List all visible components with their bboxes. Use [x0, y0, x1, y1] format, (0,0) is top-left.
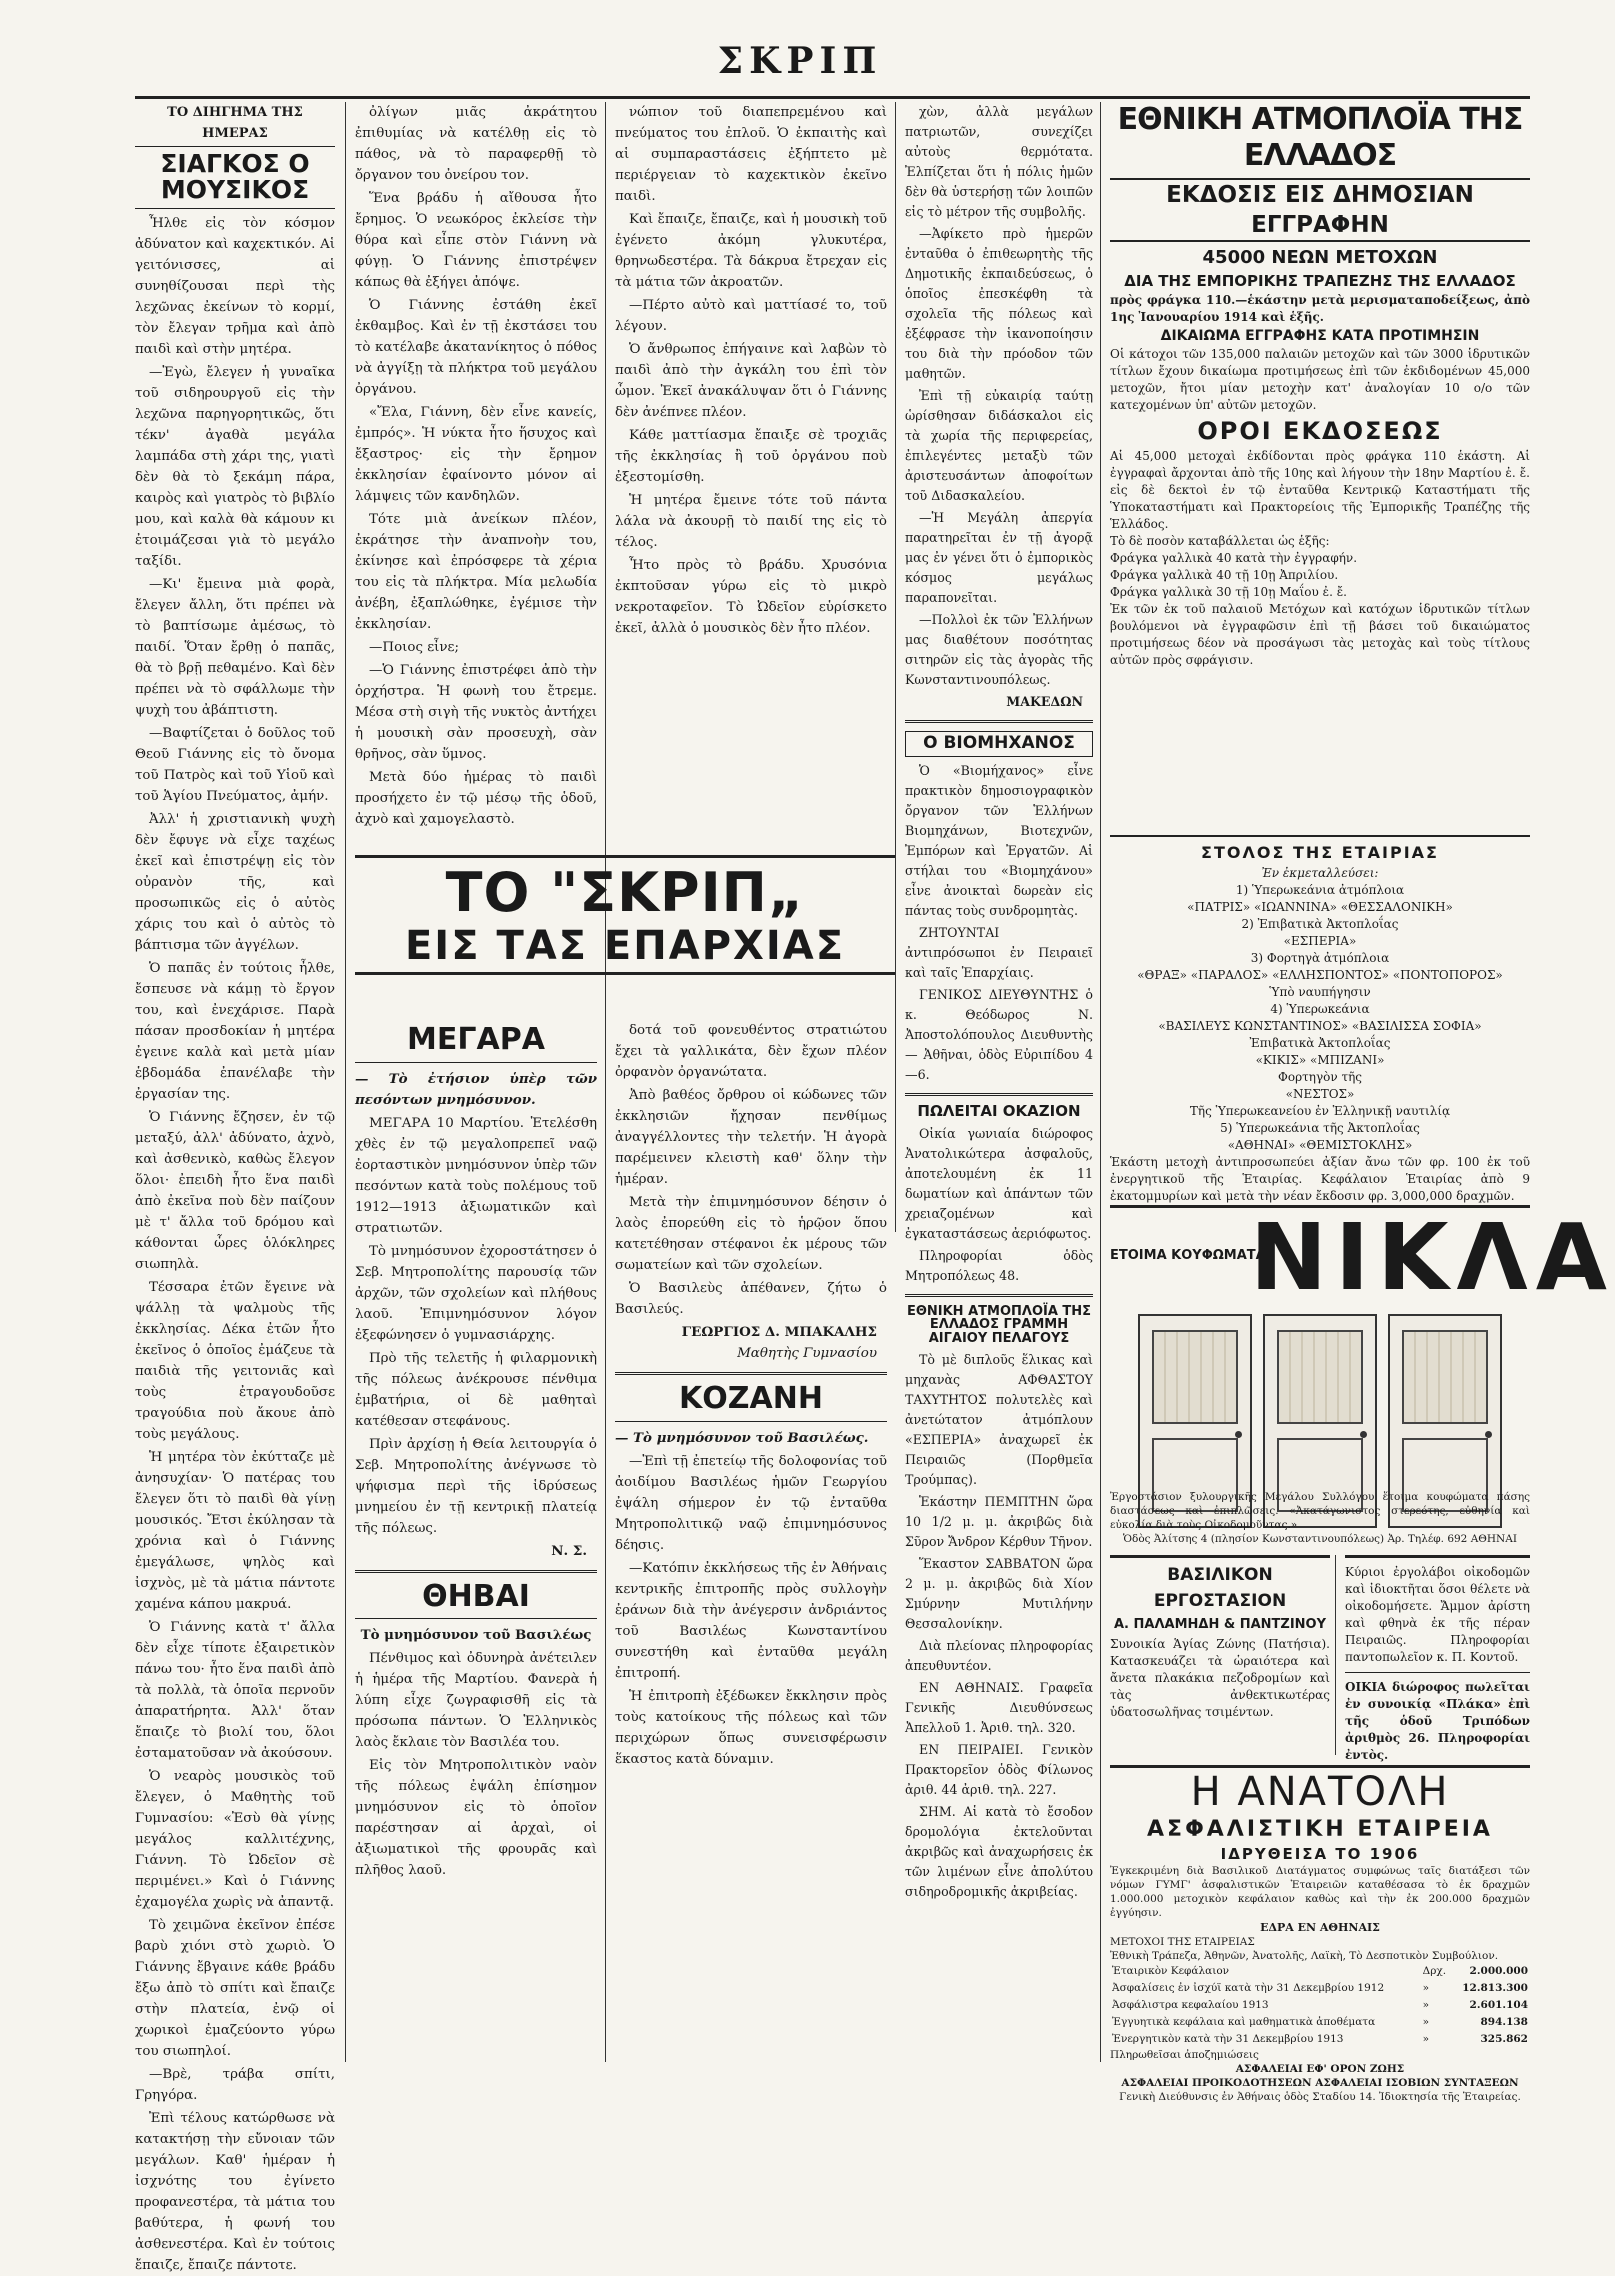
atmoploia-price: πρὸς φράγκα 110.—ἑκάστην μετὰ μερισματαποδείξεως, ἀπὸ 1ης Ἰανουαρίου 1914 καὶ ἑξῆς.: [1110, 293, 1530, 324]
ad-paragraph: ΕΝ ΑΘΗΝΑΙΣ. Γραφεῖα Γενικῆς Διευθύνσεως Ἀπελλοῦ 1. Ἀριθ. τηλ. 320.: [905, 1679, 1093, 1735]
table-cell-label: Ἀσφάλιστρα κεφαλαίου 1913: [1112, 1999, 1269, 2011]
provinces-banner: [355, 855, 895, 975]
story-paragraph: Τότε μιὰ ἀνείκων πλέον, ἐκράτησε τὴν ἀναπνοὴν του, ἐκίνησε καὶ ἐπρόσφερε τὰ χέρια του εἰς τὰ πλήκτρα. Μία μελωδία ἀνέβη, ἐξαπλώθηκε, ἐγέμισε τὴν ἐκκλησίαν.: [355, 512, 597, 632]
divider: [1110, 835, 1530, 837]
doors-small-title: ΕΤΟΙΜΑ ΚΟΥΦΩΜΑΤΑ: [1110, 1248, 1266, 1263]
story-body: [135, 213, 335, 2276]
story-paragraph: «Ἔλα, Γιάννη, δὲν εἶνε κανείς, ἐμπρός». Ἡ νύκτα ἦτο ἥσυχος καὶ ἔξαστρος· εἰς τὴν ἔρημον ἐκκλησίαν ἐφαίνοντο μόνον αἱ λάμψεις τῶν κανδηλῶν.: [355, 405, 597, 504]
story-headline: ΣΙΑΓΚΟΣ Ο ΜΟΥΣΙΚΟΣ: [135, 151, 335, 209]
factory-names: Α. ΠΑΛΑΜΗΔΗ & ΠΑΝΤΖΙΝΟΥ: [1113, 1617, 1327, 1632]
divider: [355, 1618, 597, 1619]
megara-body: [355, 1113, 597, 1539]
story-ending: [615, 102, 887, 847]
story-column: [135, 102, 335, 2273]
kozani-title: ΚΟΖΑΝΗ: [679, 1381, 823, 1416]
fleet-line: «ΒΑΣΙΛΕΥΣ ΚΩΝΣΤΑΝΤΙΝΟΣ» «ΒΑΣΙΛΙΣΣΑ ΣΟΦΙΑ»: [1158, 1019, 1482, 1033]
factory-title: ΒΑΣΙΛΙΚΟΝ ΕΡΓΟΣΤΑΣΙΟΝ: [1153, 1565, 1287, 1611]
news-paragraph: —Πολλοὶ ἐκ τῶν Ἐλλήνων μας διαθέτουν ποσότητας σιτηρῶν εἰς τὰς ἀγορὰς τῆς Κωνσταντινουπόλεως.: [905, 612, 1093, 687]
table-row: [1110, 1997, 1530, 2014]
atmoploia-title: ΕΘΝΙΚΗ ΑΤΜΟΠΛΟΪΑ ΤΗΣ ΕΛΛΑΔΟΣ: [1117, 102, 1523, 173]
story-paragraph: —Βαφτίζεται ὁ δοῦλος τοῦ Θεοῦ Γιάννης εἰς τὸ ὄνομα τοῦ Πατρὸς καὶ τοῦ Υἱοῦ καὶ τοῦ Ἁγίου Πνεύματος, ἀμήν.: [135, 725, 335, 804]
story-kicker: ΤΟ ΔΙΗΓΗΜΑ ΤΗΣ ΗΜΕΡΑΣ: [135, 102, 335, 147]
fleet-footer: Ἑκάστη μετοχὴ ἀντιπροσωπεύει ἀξίαν ἄνω τῶν φρ. 100 ἐκ τοῦ ἐνεργητικοῦ τῆς Ἑταιρίας. Κεφάλαιον Ἑταιρίας ἀπὸ 9 ἐκατομμυρίων καὶ μετὰ τὴν νέαν ἔκδοσιν φρ. 3,000,000 δραχμῶν.: [1110, 1155, 1530, 1203]
news-paragraph: δοτά τοῦ φονευθέντος στρατιώτου ἔχει τὰ γαλλικάτα, δὲν ἔχων πλέον ὀρφανὸν ὀργανώτατα.: [615, 1023, 887, 1080]
ad-paragraph: ΖΗΤΟΥΝΤΑΙ ἀντιπρόσωποι ἐν Πειραιεῖ καὶ ταῖς Ἐπαρχίαις.: [905, 924, 1093, 980]
fleet-line: «ΠΑΤΡΙΣ» «ΙΩΑΝΝΙΝΑ» «ΘΕΣΣΑΛΟΝΙΚΗ»: [1187, 900, 1453, 914]
table-row: [1110, 2031, 1530, 2048]
story-paragraph: Ἡ μητέρα τὸν ἐκύτταζε μὲ ἀνησυχίαν· Ὁ πατέρας του ἔλεγεν ὅτι τὸ παιδὶ θὰ γίνῃ μουσικός. Ἔτσι ἐκύλησαν τὰ χρόνια καὶ ὁ Γιάννης ἐμεγάλωσε, ψηλὸς καὶ ἰσχνὸς, μὲ τὰ μάτια πάντοτε χαμένα κάπου μακρυά.: [135, 1449, 335, 1612]
news-paragraph: ΜΕΓΑΡΑ 10 Μαρτίου. Ἐτελέσθη χθὲς ἐν τῷ μεγαλοπρεπεῖ ναῷ ἐορταστικὸν μνημόσυνον ὑπὲρ τῶν πεσόντων κατὰ τοὺς πολέμους τοῦ 1912—1913 ἀξιωματικῶν καὶ στρατιωτῶν.: [355, 1115, 597, 1236]
provinces-continued: [615, 1020, 887, 2060]
ad-paragraph: Τὸ μὲ διπλοῦς ἕλικας καὶ μηχανὰς ΑΦΘΑΣΤΟΥ ΤΑΧΥΤΗΤΟΣ πολυτελὲς καὶ ἀνετώτατον ἀτμόπλουν «ΕΣΠΕΡΙΑ» ἀναχωρεῖ ἐκ Πειραιῶς (Πορθμεῖα Τρούμπας).: [905, 1351, 1093, 1487]
ad-paragraph: ΣΗΜ. Αἱ κατὰ τὸ ἔσοδον δρομολόγια ἐκτελοῦνται ἀκριβῶς καὶ ἀναχωρήσεις ἐκ τῶν λιμένων εἶνε ἀπολύτου σιδηροδρομικῆς ἀκριβείας.: [905, 1803, 1093, 1899]
thebes-title: ΘΗΒΑΙ: [422, 1578, 530, 1614]
table-cell-unit: »: [1422, 2016, 1430, 2028]
kozani-body: [615, 1451, 887, 1770]
column-rule: [895, 102, 896, 1232]
fleet-line: «ΕΣΠΕΡΙΑ»: [1283, 934, 1357, 948]
divider: [615, 1372, 887, 1375]
fleet-line: Ἐπιβατικὰ Ἀκτοπλοΐας: [1249, 1036, 1391, 1050]
story-paragraph: Ἦτο πρὸς τὸ βράδυ. Χρυσόνια ἐκπτοῦσαν γύρω εἰς τὸ μικρὸ νεκροταφεῖον. Τὸ Ὠδεῖον εὑρίσκετο ἐκεῖ, ἀλλὰ ὁ μουσικὸς δὲν ἦτο πλέον.: [615, 558, 887, 636]
table-row: [1110, 1963, 1530, 1980]
article-signature-sub: Μαθητὴς Γυμνασίου: [737, 1346, 877, 1361]
atmoploia-ad: [1110, 102, 1530, 827]
divider: [355, 1062, 597, 1063]
biomichanos-title: Ο ΒΙΟΜΗΧΑΝΟΣ: [905, 731, 1093, 757]
kozani-subtitle: — Τὸ μνημόσυνον τοῦ Βασιλέως.: [615, 1429, 869, 1446]
rights-text: Οἱ κάτοχοι τῶν 135,000 παλαιῶν μετοχῶν καὶ τῶν 3000 ἱδρυτικῶν τίτλων ἔχουν δικαίωμα προτιμήσεως ἐπὶ τῶν ἐκδιδομένων 45,000 μετοχῶν, ἤτοι μίαν μετοχὴν κατ' ἀναλογίαν 10 ο/ο τῶν κατεχομένων ὑπ' αὐτῶν μετοχῶν.: [1110, 347, 1530, 412]
story-ending-body: [615, 102, 887, 639]
megara-signature: Ν. Σ.: [551, 1542, 587, 1559]
masthead-title: ΣΚΡΙΠ: [717, 40, 883, 82]
story-continuation: [355, 102, 597, 847]
story-paragraph: Ὁ παπᾶς ἐν τούτοις ἦλθε, ἔσπευσε νὰ κάμῃ τὸ ἔργον του, καὶ ἐνεχάρισε. Παρὰ πάσαν προσδοκίαν ἡ μητέρα ἐγεινε καλὰ καὶ μετὰ μίαν ἑβδομάδα ἐπανέλαβε τὴν ἐργασίαν της.: [135, 960, 335, 1102]
story-paragraph: Ἐπὶ τέλους κατώρθωσε νὰ κατακτήσῃ τὴν εὔνοιαν τῶν μεγάλων. Καθ' ἡμέραν ἡ ἰσχνότης του ἐγίνετο προφανεστέρα, τὰ μάτια του βαθύτερα, ἡ φωνή του ἀσθενεστέρα. Καὶ ἐν τούτοις ἔπαιζε, ἔπαιζε πάντοτε.: [135, 2110, 335, 2273]
table-cell-unit: Δρχ.: [1422, 1965, 1447, 1977]
fleet-line: «ΘΡΑΞ» «ΠΑΡΑΛΟΣ» «ΕΛΛΗΣΠΟΝΤΟΣ» «ΠΟΝΤΟΠΟΡΟΣ»: [1137, 968, 1503, 982]
anatoli-holders-label: ΜΕΤΟΧΟΙ ΤΗΣ ΕΤΑΙΡΕΙΑΣ: [1110, 1936, 1255, 1948]
aegean-line-body: [905, 1350, 1093, 1902]
story-paragraph: Καὶ ἔπαιζε, ἔπαιζε, καὶ ἡ μουσικὴ τοῦ ἐγένετο ἀκόμη γλυκυτέρα, θρηνωδεστέρα. Τὰ δάκρυα ἔτρεχαν εἰς τὰ μάτια τῶν ἀκροατῶν.: [615, 212, 887, 290]
sale-title: ΠΩΛΕΙΤΑΙ ΟΚΑΖΙΟΝ: [917, 1101, 1081, 1120]
table-cell-label: Ἐνεργητικὸν κατὰ τὴν 31 Δεκεμβρίου 1913: [1112, 2033, 1344, 2045]
news-paragraph: Τὸ μνημόσυνον ἐχοροστάτησεν ὁ Σεβ. Μητροπολίτης παρουσίᾳ τῶν ἀρχῶν, τῶν σχολείων καὶ πλήθους λαοῦ. Ἐπιμνημόσυνον λόγον ἐξεφώνησεν ὁ γυμνασιάρχης.: [355, 1243, 597, 1343]
doors-ad: [1110, 1204, 1615, 1548]
table-cell-value: 325.862: [1480, 2033, 1528, 2045]
ad-paragraph: Ὁ «Βιομήχανος» εἶνε πρακτικὸν δημοσιογραφικὸν ὄργανον τῶν Ἑλλήνων Βιομηχάνων, Βιοτεχνῶν, Ἐμπόρων καὶ Ἐργατῶν. Αἱ στήλαι του «Βιομηχάνου» εἶνε ἀνοικταὶ δωρεὰν εἰς πάντας τοὺς συνδρομητὰς.: [905, 762, 1093, 918]
story-paragraph: Μετὰ δύο ἡμέρας τὸ παιδὶ προσήχετο ἐν τῷ μέσῳ τῆς ὁδοῦ, ἀχνὸ καὶ χαμογελαστὸ.: [355, 770, 597, 827]
table-cell-label: Ἀσφαλίσεις ἐν ἰσχύϊ κατὰ τὴν 31 Δεκεμβρίου 1912: [1112, 1982, 1385, 1994]
anatoli-services-label: Πληρωθεῖσαι ἀποζημιώσεις: [1110, 2049, 1259, 2061]
doors-address: Ὁδὸς Ἀλίτσης 4 (πλησίον Κωνσταντινουπόλεως) Ἀρ. Τηλέφ. 692 ΑΘΗΝΑΙ: [1123, 1533, 1517, 1545]
ad-paragraph: ΕΝ ΠΕΙΡΑΙΕΙ. Γενικὸν Πρακτορεῖον ὁδὸς Φίλωνος ἀριθ. 44 ἀριθ. τηλ. 227.: [905, 1741, 1093, 1797]
news-paragraph: Ἡ ἐπιτροπὴ ἐξέδωκεν ἔκκλησιν πρὸς τοὺς κατοίκους τῆς πόλεως καὶ τῶν περιχώρων ὅπως συνεισφέρωσιν ἕκαστος κατὰ δύναμιν.: [615, 1688, 887, 1767]
story-paragraph: Ἦλθε εἰς τὸν κόσμον ἀδύνατον καὶ καχεκτικόν. Αἱ γειτόνισσες, αἱ συνηθίζουσαι περὶ τὴς λεχῶνας ἐκείνων τὸ κορμί, τὸν ἔλεγαν τρῆμα καὶ ἀπὸ παιδὶ καὶ στὴν μητέρα.: [135, 215, 335, 357]
table-cell-value: 12.813.300: [1462, 1982, 1528, 1994]
anatoli-ad: [1110, 1765, 1530, 2103]
fleet-title: ΣΤΟΛΟΣ ΤΗΣ ΕΤΑΙΡΙΑΣ: [1201, 843, 1439, 862]
banner-line1: ΤΟ "ΣΚΡΙΠ„: [445, 861, 805, 924]
fleet-line: 4) Ὑπερωκεάνια: [1270, 1002, 1370, 1016]
fleet-line: 3) Φορτηγὰ ἀτμόπλοια: [1250, 951, 1390, 965]
anatoli-footer1: ΑΣΦΑΛΕΙΑΙ ΕΦ' ΟΡΟΝ ΖΩΗΣ: [1235, 2063, 1405, 2075]
fleet-line: «ΑΘΗΝΑΙ» «ΘΕΜΙΣΤΟΚΛΗΣ»: [1227, 1138, 1413, 1152]
divider: [355, 1570, 597, 1573]
atmoploia-via: ΔΙΑ ΤΗΣ ΕΜΠΟΡΙΚΗΣ ΤΡΑΠΕΖΗΣ ΤΗΣ ΕΛΛΑΔΟΣ: [1124, 272, 1516, 290]
news-paragraph: —Κατόπιν ἐκκλήσεως τῆς ἐν Ἀθήναις κεντρικῆς ἐπιτροπῆς πρὸς συλλογὴν ἐράνων διὰ τὴν ἀνέγερσιν ἀνδριάντος τοῦ Βασιλέως Κωνσταντίνου συνεστήθη καὶ ἐνταῦθα μεγάλη ἐπιτροπή.: [615, 1560, 887, 1681]
table-cell-value: 2.000.000: [1469, 1965, 1528, 1977]
story-paragraph: —Ἐγὼ, ἔλεγεν ἡ γυναῖκα τοῦ σιδηρουργοῦ εἰς τὴν λεχῶνα παρηγορητικῶς, ὅτι τέκν' ἀγαθὰ μεγάλα λαμπάδα στὴ χάρι της, γιατὶ δὲν θὰ τὸ ξεκάμη πάρα, καιρὸς καὶ γιατρὸς τὸ βιβλίο μου, καὶ καλὰ θὰ κάμουν κι ἐτοιμάζεσαι γιὰ τὸ μεγάλο ταξίδι.: [135, 364, 335, 569]
top-rule: [135, 96, 1530, 99]
doors-brand: ΝΙΚΛΑ: [1250, 1204, 1615, 1311]
megara-title: ΜΕΓΑΡΑ: [407, 1022, 545, 1057]
table-cell-label: Ἑταιρικὸν Κεφάλαιον: [1112, 1965, 1230, 1977]
atmoploia-subtitle: ΕΚΔΟΣΙΣ ΕΙΣ ΔΗΜΟΣΙΑΝ ΕΓΓΡΑΦΗΝ: [1110, 178, 1530, 242]
land-text: Κύριοι ἐργολάβοι οἰκοδομῶν καὶ ἰδιοκτῆται ὅσοι θέλετε νὰ οἰκοδομήσετε. Ἄμμον ἀρίστη καὶ φθηνὰ ἐκ τῆς πέραν Πειραιῶς. Πληροφορίαι παντοπωλεῖον κ. Π. Κοντοῦ.: [1345, 1565, 1530, 1664]
fleet-line: «ΚΙΚΙΣ» «ΜΠΙΖΑΝΙ»: [1255, 1053, 1385, 1067]
news-paragraph: Ἀπὸ βαθέος ὄρθρου οἱ κώδωνες τῶν ἐκκλησιῶν ἤχησαν πενθίμως ἀναγγέλλοντες τὴν τελετήν. Ἡ ἀγορὰ παρέμεινεν κλειστὴ καθ' ὅλην τὴν ἡμέραν.: [615, 1088, 887, 1187]
anatoli-address: Γενικὴ Διεύθυνσις ἐν Ἀθήναις ὁδὸς Σταδίου 14. Ἰδιοκτησία τῆς Ἑταιρείας.: [1119, 2091, 1521, 2103]
aegean-line-title: ΕΘΝΙΚΗ ΑΤΜΟΠΛΟΪΑ ΤΗΣ ΕΛΛΑΔΟΣ ΓΡΑΜΜΗ ΑΙΓΑΙΟΥ ΠΕΛΑΓΟΥΣ: [906, 1303, 1092, 1346]
column-rule: [345, 102, 346, 2062]
factory-ad: [1110, 1555, 1330, 1758]
table-row: [1110, 1980, 1530, 1997]
news-paragraph: —Ἐπὶ τῇ ἐπετείῳ τῆς δολοφονίας τοῦ ἀοιδίμου Βασιλέως ἡμῶν Γεωργίου ἐψάλη σήμερον ἐν τῷ ἐνταῦθα Μητροπολιτικῷ ναῷ ἐπιμνημόσυνος δέησις.: [615, 1453, 887, 1553]
story-paragraph: ὀλίγων μιᾶς ἀκράτητου ἐπιθυμίας νὰ κατέλθῃ εἰς τὸ πάθος, νὰ τὸ παραφερθῇ τὸ ὄργανον του ὀνείρου τον.: [355, 105, 597, 183]
fleet-line: 5) Ὑπερωκεάνια τῆς Ἀκτοπλοΐας: [1220, 1121, 1420, 1135]
rights-title: ΔΙΚΑΙΩΜΑ ΕΓΓΡΑΦΗΣ ΚΑΤΑ ΠΡΟΤΙΜΗΣΙΝ: [1160, 328, 1480, 344]
story-paragraph: Ὁ ἄνθρωπος ἐπήγαινε καὶ λαβὼν τὸ παιδὶ ἀπὸ τὴν ἀγκάλη του ἐπὶ τὸν ὦμον. Ἐκεῖ ἀνακάλυψαν ὅτι ὁ Γιάννης δὲν ἀνέπνεε πλέον.: [615, 342, 887, 420]
anatoli-subtitle: ΑΣΦΑΛΙΣΤΙΚΗ ΕΤΑΙΡΕΙΑ: [1147, 1817, 1493, 1842]
story-paragraph: —Κι' ἔμεινα μιὰ φορὰ, ἔλεγεν ἄλλη, ὅτι πρέπει νὰ τὸ βαπτίσωμε ἀμέσως, τὸ παιδί. Ὅταν ἔρθῃ ὁ παπᾶς, θὰ τὸ βρῇ πεθαμένο. Καὶ δὲν πρέπει νὰ τὸ σφάλλωμε τὴν ψυχὴ του ἀβάπτιστη.: [135, 576, 335, 718]
payment-line: Φράγκα γαλλικὰ 40 τῇ 10ῃ Ἀπριλίου.: [1110, 568, 1339, 582]
story-paragraph: —Πέρτο αὐτὸ καὶ ματτίασέ το, τοῦ λέγουν.: [615, 298, 887, 334]
story-paragraph: Κάθε ματτίασμα ἔπαιξε σὲ τροχιᾶς τῆς ἐκκλησίας ἢ τοῦ ὀργάνου ποὺ ἐξεστομίσθη.: [615, 428, 887, 485]
anatoli-founded: ΙΔΡΥΘΕΙΣΑ ΤΟ 1906: [1220, 1845, 1420, 1863]
atmoploia-shares: 45000 ΝΕΩΝ ΜΕΤΟΧΩΝ: [1202, 247, 1438, 268]
fleet-line: «ΝΕΣΤΟΣ»: [1285, 1087, 1355, 1101]
divider: [905, 1093, 1093, 1096]
fleet-line: Φορτηγὸν τῆς: [1278, 1070, 1362, 1084]
ad-paragraph: Ἑκάστην ΠΕΜΠΤΗΝ ὥρα 10 1/2 μ. μ. ἀκριβῶς διὰ Σῦρον Ἄνδρον Κέρθυν Τῆνον.: [905, 1493, 1093, 1549]
news-column: [905, 102, 1093, 2062]
column-rule: [1335, 1555, 1336, 1755]
anatoli-footer2: ΑΣΦΑΛΕΙΑΙ ΠΡΟΙΚΟΔΟΤΗΣΕΩΝ ΑΣΦΑΛΕΙΑΙ ΙΣΟΒΙΩΝ ΣΥΝΤΑΞΕΩΝ: [1121, 2077, 1519, 2089]
payment-schedule: [1110, 533, 1530, 601]
news-paragraph: Μετὰ τὴν ἐπιμνημόσυνον δέησιν ὁ λαὸς ἐπορεύθη εἰς τὸ ἡρῷον ὅπου κατετέθησαν στέφανοι ἐκ μέρους τῶν σωματείων καὶ τῶν σχολείων.: [615, 1195, 887, 1273]
biomichanos-body: [905, 761, 1093, 1085]
fleet-list: [1110, 882, 1530, 1154]
ad-paragraph: Πληροφορίαι ὁδὸς Μητροπόλεως 48.: [905, 1247, 1093, 1283]
fleet-line: 2) Ἐπιβατικὰ Ἀκτοπλοΐας: [1241, 917, 1399, 931]
thebes-body: [355, 1648, 597, 1881]
table-cell-value: 894.138: [1480, 2016, 1528, 2028]
story-paragraph: νώπιον τοῦ διαπεπρεμένου καὶ πνεύματος του ἐπλοῦ. Ὁ ἐκπαιτὴς καὶ αἱ συμπαραστάσεις ἐξήπτετο μὲ περιέργειαν τὸ καχεκτικὸν ἐκεῖνο παιδὶ.: [615, 105, 887, 204]
house-text: ΟΙΚΙΑ διώροφος πωλεῖται ἐν συνοικίᾳ «Πλάκα» ἐπὶ τῆς ὁδοῦ Τριπόδων ἀριθμὸς 26. Πληροφορίαι ἐντὸς.: [1345, 1680, 1530, 1762]
anatoli-figures-table: [1110, 1963, 1530, 2048]
story-paragraph: —Βρὲ, τράβα σπίτι, Γρηγόρα.: [135, 2066, 335, 2103]
ad-paragraph: ΓΕΝΙΚΟΣ ΔΙΕΥΘΥΝΤΗΣ ὁ κ. Θεόδωρος Ν. Ἀποστολόπουλος Διευθυντὴς — Ἀθῆναι, ὁδὸς Εὐριπίδου 4—6.: [905, 986, 1093, 1082]
payment-line: Φράγκα γαλλικὰ 40 κατὰ τὴν ἐγγραφήν.: [1110, 551, 1358, 565]
table-cell-label: Ἐγγυητικὰ κεφάλαια καὶ μαθηματικὰ ἀποθέματα: [1112, 2016, 1376, 2028]
story-paragraph: Τὸ χειμῶνα ἐκεῖνον ἐπέσε βαρὺ χιόνι στὸ χωριὸ. Ὁ Γιάννης ἔβγαινε κάθε βράδυ ἔξω ἀπὸ τὸ σπίτι καὶ ἔπαιζε στὴν πλατεία, ἐνῷ οἱ χωρικοὶ ἐμαζεύοντο γύρω του σιωπηλοί.: [135, 1917, 335, 2059]
story-paragraph: Ἕνα βράδυ ἡ αἴθουσα ἦτο ἔρημος. Ὁ νεωκόρος ἐκλείσε τὴν θύρα καὶ εἶπε στὸν Γιάννη νὰ φύγῃ. Ὁ Γιάννης ἐπιστρέψεν κάπως θὰ ἐξήγει ἀπόψε.: [355, 191, 597, 290]
divider: [905, 720, 1093, 723]
ad-paragraph: Διὰ πλείονας πληροφορίας ἀπευθυντέον.: [905, 1637, 1093, 1673]
news-paragraph: Ἐπὶ τῇ εὐκαιρίᾳ ταύτῃ ὡρίσθησαν διδάσκαλοι εἰς τὰ χωρία τῆς περιφερείας, ἐπιλεγέντες μεταξὺ τῶν ἀριστευσάντων ἀποφοίτων τοῦ Διδασκαλείου.: [905, 388, 1093, 503]
ad-paragraph: Οἰκία γωνιαία διώροφος Ἀνατολικώτερα ἀσφαλοῦς, ἀποτελουμένη ἐκ 11 δωματίων καὶ ἁπάντων τῶν χρειαζομένων καὶ ἐγκαταστάσεως ἀεριόφωτος.: [905, 1125, 1093, 1241]
payment-line: Φράγκα γαλλικὰ 30 τῇ 10ῃ Μαΐου ἐ. ἔ.: [1110, 585, 1347, 599]
terms-title: ΟΡΟΙ ΕΚΔΟΣΕΩΣ: [1197, 417, 1443, 445]
news-paragraph: Εἰς τὸν Μητροπολιτικὸν ναὸν τῆς πόλεως ἐψάλη ἐπίσημον μνημόσυνον εἰς τὸ ὁποῖον παρέστησαν αἱ ἀρχαὶ, οἱ ἀξιωματικοὶ τῆς φρουρᾶς καὶ πλῆθος λαοῦ.: [355, 1758, 597, 1878]
story-paragraph: Ὁ Γιάννης ἔζησεν, ἐν τῷ μεταξύ, ἀλλ' ἀδύνατο, ἀχνὸ, καὶ ἀσθενικὸ, καθὼς ἔλεγον ὅλοι· ἐπειδὴ ἦτο ἕνα παιδὶ ἀπὸ ἐκεῖνα ποὺ δὲν παίζουν μὲ τ' ἄλλα τοῦ δρόμου καὶ κάθονται ὧρες ὁλόκληρες σιωπηλὰ.: [135, 1109, 335, 1272]
story-paragraph: Ὁ νεαρὸς μουσικὸς τοῦ ἔλεγεν, ὁ Μαθητὴς τοῦ Γυμνασίου: «Ἐσὺ θὰ γίνῃς μεγάλος καλλιτέχνης, Γιάννη. Τὸ Ὠδεῖον σὲ περιμένει.» Καὶ ὁ Γιάννης ἐχαμογέλα χωρὶς νὰ ἀπαντᾷ.: [135, 1768, 335, 1910]
news-paragraph: Πρὶν ἀρχίσῃ ἡ Θεία λειτουργία ὁ Σεβ. Μητροπολίτης ἀνέγνωσε τὸ ψήφισμα περὶ τῆς ἱδρύσεως μνημείου ἐν τῇ κεντρικῇ πλατείᾳ τῆς πόλεως.: [355, 1436, 597, 1536]
payment-line: Τὸ δὲ ποσὸν καταβάλλεται ὡς ἑξῆς:: [1110, 534, 1330, 548]
news-body: [905, 102, 1093, 690]
story-paragraph: —Ποιος εἶνε;: [369, 640, 459, 655]
column-rule: [1100, 102, 1101, 2062]
news-paragraph: Πένθιμος καὶ ὀδυνηρὰ ἀνέτειλεν ἡ ἡμέρα τῆς Μαρτίου. Φανερὰ ἡ λύπη εἶχε ζωγραφισθῆ εἰς τὰ πρόσωπα πάντων. Ὁ Ἑλληνικὸς λαὸς ἔκλαιε τὸν Βασιλέα του.: [355, 1651, 597, 1750]
banner-line2: ΕΙΣ ΤΑΣ ΕΠΑΡΧΙΑΣ: [404, 923, 846, 969]
anatoli-intro: Ἐγκεκριμένη διὰ Βασιλικοῦ Διατάγματος συμφώνως ταῖς διατάξεσι τῶν νόμων ΓΥΜΓ' ἀσφαλιστικῶν Ἑταιρειῶν καταθέσασα τὸ ἐκ δραχμῶν 1.000.000 μετοχικὸν κεφάλαιον καθὼς καὶ τὴν ἐκ 200.000 δραχμῶν ἐγγύησιν.: [1110, 1865, 1530, 1919]
megara-section: [355, 1020, 597, 2060]
column-rule: [605, 102, 606, 2062]
story-paragraph: Ἀλλ' ἡ χριστιανικὴ ψυχὴ δὲν ἔφυγε νὰ εἶχε ταχέως ἐκεῖ καὶ ἐπιστρέψῃ εἰς τὸν οὐρανὸν τῆς, καὶ προσωπικῶς εἰς ὁ αὐτὸς χάρις του καὶ ὁ αὐτὸς τὸ βάπτισμα τῶν ἀγγέλων.: [135, 811, 335, 953]
fleet-ad: [1110, 835, 1530, 1203]
terms-text-2: Ἐκ τῶν ἐκ τοῦ παλαιοῦ Μετόχων καὶ κατόχων ἱδρυτικῶν τίτλων βουλόμενοι νὰ ἐγγραφῶσιν ἐπὶ τῇ βάσει τοῦ δικαιώματος προτιμήσεως δέον νὰ προσάγωσι τὰς μετοχὰς καὶ τοὺς τίτλους αὐτῶν πρὸς σφράγισιν.: [1110, 602, 1530, 667]
article-signature: ΓΕΩΡΓΙΟΣ Δ. ΜΠΑΚΑΛΗΣ: [681, 1324, 877, 1340]
story-paragraph: —Ὁ Γιάννης ἐπιστρέφει ἀπὸ τὴν ὁρχήστρα. Ἡ φωνὴ του ἔτρεμε. Μέσα στὴ σιγὴ τῆς νυκτὸς ἀντήχει ἡ μουσικὴ σὰν προσευχὴ, σὰν θρῆνος, σὰν ὕμνος.: [355, 663, 597, 762]
thebes-subtitle: Τὸ μνημόσυνον τοῦ Βασιλέως: [360, 1627, 592, 1643]
fleet-intro: Ἐν ἐκμεταλλεύσει:: [1261, 866, 1379, 880]
story-paragraph: Ὁ Γιάννης ἐστάθη ἐκεῖ ἐκθαμβος. Καὶ ἐν τῇ ἐκστάσει του τὸ κατέλαβε ἀκατανίκητος ὁ πόθος νὰ ἀγγίξῃ τὰ πλήκτρα τοῦ μεγάλου ὀργάνου.: [355, 298, 597, 397]
table-cell-value: 2.601.104: [1469, 1999, 1528, 2011]
table-cell-unit: »: [1422, 1999, 1430, 2011]
sale-body: [905, 1124, 1093, 1286]
anatoli-title: Η ΑΝΑΤΟΛΗ: [1190, 1769, 1450, 1815]
story-paragraph: Ἡ μητέρα ἔμεινε τότε τοῦ πάντα λάλα νὰ ἀκουρῇ τὸ παιδί της εἰς τὸ τέλος.: [615, 493, 887, 550]
fleet-line: 1) Ὑπερωκεάνια ἀτμόπλοια: [1235, 883, 1405, 897]
land-ad: [1345, 1555, 1530, 1762]
anatoli-holders: Ἐθνικὴ Τράπεζα, Ἀθηνῶν, Ἀνατολῆς, Λαϊκὴ, Τὸ Δεσποτικὸν Συμβούλιον.: [1110, 1950, 1499, 1962]
factory-text: Συνοικία Ἁγίας Ζώνης (Πατήσια). Κατασκευάζει τὰ ὡραιότερα καὶ ἄνετα πλακάκια πεζοδρομίων καὶ τὰς ἀνθεκτικωτέρας ὑδατοσωλῆνας τσιμέντων.: [1110, 1637, 1330, 1719]
table-cell-unit: »: [1422, 2033, 1430, 2045]
news-paragraph: —Ἀφίκετο πρὸ ἡμερῶν ἐνταῦθα ὁ ἐπιθεωρητὴς τῆς Δημοτικῆς ἐκπαιδεύσεως, ὁ ὁποῖος ἐπεσκέφθη τὰ σχολεῖα τῆς πόλεως καὶ ἐξέφρασε τὴν ἱκανοποίησιν του διὰ τὴν πρόοδον τῶν μαθητῶν.: [905, 226, 1093, 381]
news-paragraph: Ὁ Βασιλεὺς ἀπέθανεν, ζήτω ὁ Βασιλεύς.: [615, 1281, 887, 1317]
divider: [905, 1294, 1093, 1297]
megara-subtitle: — Τὸ ἐτήσιον ὑπὲρ τῶν πεσόντων μνημόσυνον.: [355, 1070, 597, 1108]
news-paragraph: —Ἡ Μεγάλη ἀπεργία παρατηρεῖται ἐν τῇ ἀγορᾷ μας ἐν γένει ὅτι ὁ ἐμπορικὸς κόσμος μεγάλως παραπονεῖται.: [905, 510, 1093, 605]
provinces-continued-body: [615, 1020, 887, 1320]
anatoli-seat: ΕΔΡΑ ΕΝ ΑΘΗΝΑΙΣ: [1260, 1921, 1380, 1934]
story-paragraph: Τέσσαρα ἐτῶν ἔγεινε νὰ ψάλλῃ τὰ ψαλμοὺς τῆς ἐκκλησίας. Δέκα ἐτῶν ἦτο ἐκεῖνος ὁ ὁποῖος ἐμάζευε τὰ παιδιὰ τῆς γειτονιᾶς καὶ τοὺς ἐτραγουδοῦσε τραγούδια ποὺ ἄκουε ἀπὸ τοὺς μεγάλους.: [135, 1279, 335, 1442]
fleet-line: Τῆς Ὑπερωκεανείου ἐν Ἑλληνικῇ ναυτιλίᾳ: [1189, 1104, 1451, 1118]
doors-text: Ἐργοστάσιον ξυλουργικῆς Μεγάλου Συλλόγου ἕτοιμα κουφώματα πάσης διαστάσεως καὶ ἐπιπλῶσεις. «Ἀκατάγωνιστος στερεότης, εὐθηνία καὶ εὐκολία διὰ τοὺς Οἰκοδομοῦντας.»: [1110, 1491, 1530, 1531]
divider: [615, 1421, 887, 1422]
story-paragraph: Ὁ Γιάννης κατὰ τ' ἄλλα δὲν εἶχε τίποτε ἐξαιρετικὸν πάνω του· ἦτο ἕνα παιδὶ ἀπὸ τὰ πολλὰ, τὰ ὁποῖα περνοῦν ἀπαρατήρητα. Ἀλλ' ὅταν ἔπαιζε τὸ βιολί του, ὅλοι ἐσταματοῦσαν νὰ ἀκούσουν.: [135, 1619, 335, 1761]
terms-text: Αἱ 45,000 μετοχαὶ ἐκδίδονται πρὸς φράγκα 110 ἑκάστη. Αἱ ἐγγραφαὶ ἄρχονται ἀπὸ τῆς 10ης καὶ λήγουν τὴν 18ην Μαρτίου ἐ. ἔ. εἰς δὲ δεκτοὶ ἐν τῷ ἐνταῦθα Κεντρικῷ Καταστήματι τῆς Ὑποκαταστήματι καὶ Πρακτορείοις τῆς Ἐμπορικῆς Τραπέζης τῆς Ἑλλάδος.: [1110, 449, 1530, 531]
news-paragraph: Πρὸ τῆς τελετῆς ἡ φιλαρμονικὴ τῆς πόλεως ἀνέκρουσε πένθιμα ἐμβατήρια, οἱ δὲ μαθηταὶ κατέθεσαν στεφάνους.: [355, 1350, 597, 1429]
story-continuation-body: [355, 102, 597, 830]
news-paragraph: χὼν, ἀλλὰ μεγάλων πατριωτῶν, συνεχίζει αὐτοὺς θερμότατα. Ἐλπίζεται ὅτι ἡ πόλις ἡμῶν δὲν θὰ ὑστερήσῃ τῶν λοιπῶν εἰς τὸ μέτρον τῆς συμβολῆς.: [905, 104, 1093, 219]
fleet-line: Ὑπὸ ναυπήγησιν: [1269, 985, 1371, 999]
divider: [1345, 1672, 1530, 1673]
ad-paragraph: Ἕκαστον ΣΑΒΒΑΤΟΝ ὥρα 2 μ. μ. ἀκριβῶς διὰ Χίον Σμύρνην Μυτιλήνην Θεσσαλονίκην.: [905, 1555, 1093, 1631]
table-row: [1110, 2014, 1530, 2031]
news-signature: ΜΑΚΕΔΩΝ: [1006, 694, 1083, 709]
table-cell-unit: »: [1422, 1982, 1430, 1994]
